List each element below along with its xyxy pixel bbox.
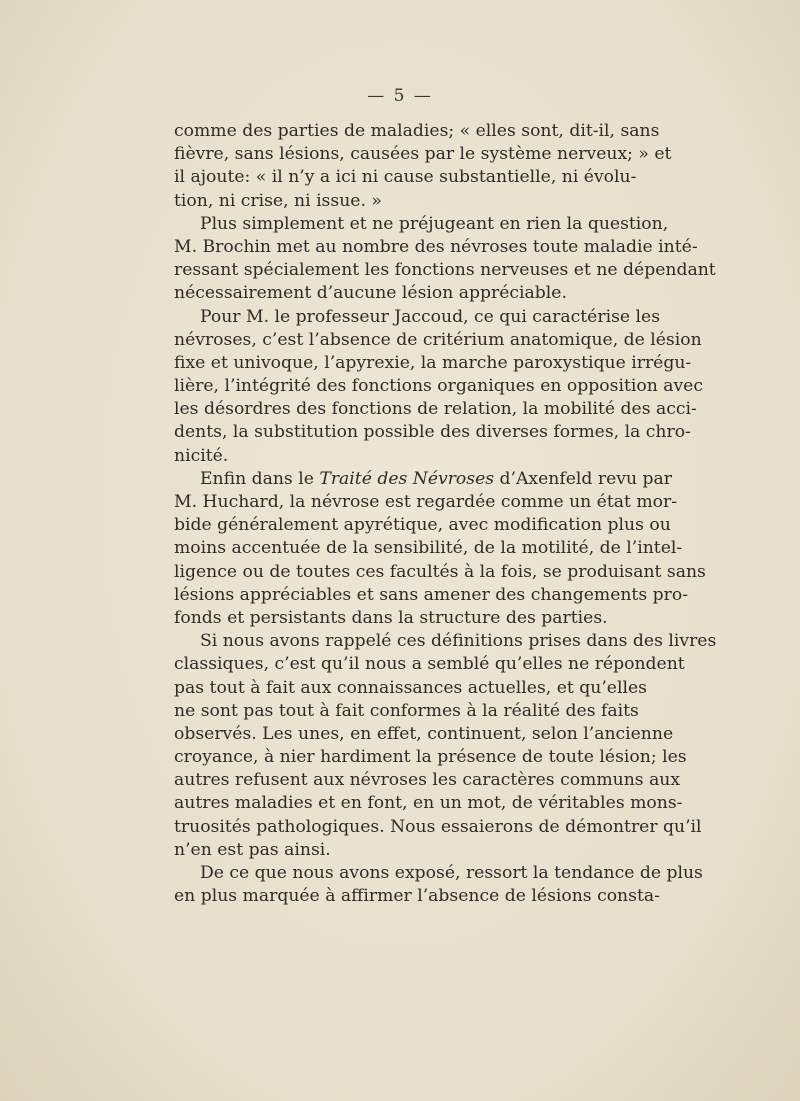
text-line: comme des parties de maladies; « elles sont, dit-il, sans	[174, 121, 660, 141]
text-line: les désordres des fonctions de relation, la mobilité des acci-	[174, 399, 697, 420]
book-title-italic: Traité des Névroses	[319, 468, 495, 489]
text-line: névroses, c’est l’absence de critérium anatomique, de lésion	[174, 329, 702, 350]
text-line: croyance, à nier hardiment la présence de toute lésion; les	[174, 747, 687, 768]
text-line: autres refusent aux névroses les caractères communs aux	[174, 770, 681, 791]
text-run: Enfin dans le	[200, 468, 320, 489]
text-line: ligence ou de toutes ces facultés à la fois, se produisant sans	[174, 561, 706, 582]
text-line: n’en est pas ainsi.	[174, 839, 331, 860]
text-line: en plus marquée à affirmer l’absence de lésions consta-	[174, 886, 660, 907]
text-line: tion, ni crise, ni issue. »	[174, 190, 382, 211]
text-line: ne sont pas tout à fait conformes à la réalité des faits	[174, 700, 639, 721]
page-number: — 5 —	[367, 86, 433, 106]
text-line: lésions appréciables et sans amener des changements pro-	[174, 584, 688, 605]
body-text	[174, 120, 717, 908]
text-line: il ajoute: « il n’y a ici ni cause substantielle, ni évolu-	[174, 167, 637, 188]
text-line: fièvre, sans lésions, causées par le système nerveux; » et	[174, 144, 672, 165]
text-line: classiques, c’est qu’il nous a semblé qu’elles ne répondent	[174, 654, 685, 675]
text-line: observés. Les unes, en effet, continuent, selon l’ancienne	[174, 723, 674, 744]
text-line: truosités pathologiques. Nous essaierons de démontrer qu’il	[174, 816, 702, 837]
text-line: ressant spécialement les fonctions nerveuses et ne dépendant	[174, 260, 716, 281]
text-line: bide généralement apyrétique, avec modification plus ou	[174, 515, 671, 536]
text-run: d’Axenfeld revu par	[494, 468, 672, 489]
text-line: Si nous avons rappelé ces définitions prises dans des livres	[200, 631, 717, 652]
text-line: Pour M. le professeur Jaccoud, ce qui caractérise les	[200, 306, 661, 327]
text-line: fixe et univoque, l’apyrexie, la marche paroxystique irrégu-	[174, 352, 692, 373]
text-line: nécessairement d’aucune lésion appréciable.	[174, 283, 567, 304]
text-line: dents, la substitution possible des diverses formes, la chro-	[174, 422, 691, 443]
text-line: Plus simplement et ne préjugeant en rien la question,	[200, 213, 669, 234]
text-line: De ce que nous avons exposé, ressort la tendance de plus	[200, 863, 703, 883]
text-line	[174, 468, 672, 491]
text-line: M. Brochin met au nombre des névroses toute maladie inté-	[174, 236, 698, 257]
text-line: moins accentuée de la sensibilité, de la motilité, de l’intel-	[174, 538, 683, 559]
text-line: M. Huchard, la névrose est regardée comme un état mor-	[174, 492, 678, 512]
text-line: pas tout à fait aux connaissances actuelles, et qu’elles	[174, 677, 647, 698]
text-line: autres maladies et en font, en un mot, de véritables mons-	[174, 793, 683, 814]
text-line: fonds et persistants dans la structure des parties.	[174, 607, 608, 628]
text-line: lière, l’intégrité des fonctions organiques en opposition avec	[174, 376, 703, 397]
text-line: nicité.	[174, 445, 229, 466]
